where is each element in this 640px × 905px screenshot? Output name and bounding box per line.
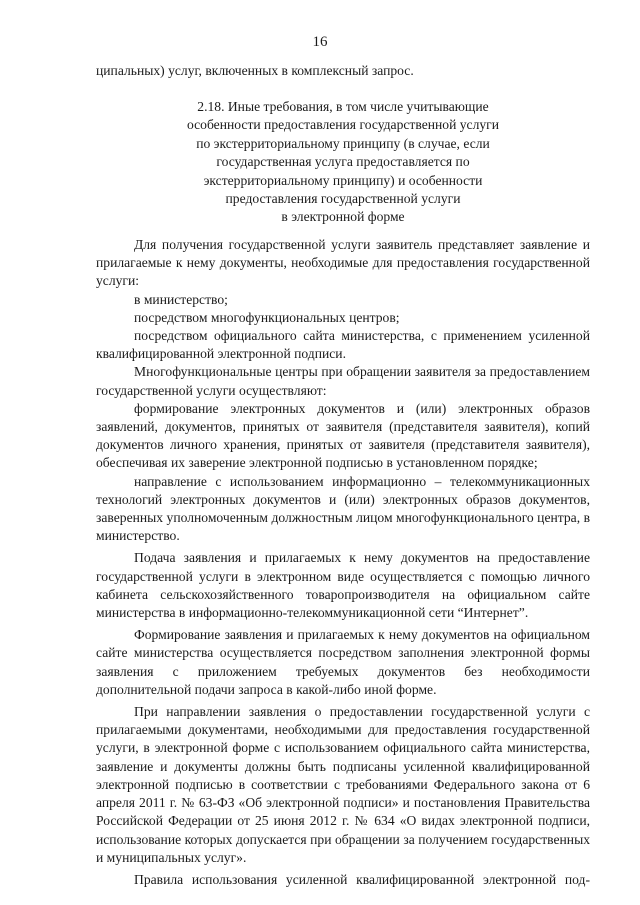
heading-line: по экстерриториальному принципу (в случае, если	[196, 135, 490, 151]
heading-line: 2.18. Иные требования, в том числе учитывающие	[197, 99, 489, 114]
paragraph-signature-requirements: При направлении заявления о предоставлении государственной услуги с прилагаемыми документами, необходимыми для предоставления государственной услуги, в электронной форме с использованием официального сайта министерства, заявление и документы должны быть подписаны усиленной квалифицированной электронной подписью в соответствии с требованиями Федерального закона от 6 апреля 2011 г. № 63-ФЗ «Об электронной подписи» и постановления Правительства Российской Федерации от 25 июня 2012 г. № 634 «О видах электронной подписи, использование которых допускается при обращении за получением государственных и муниципальных услуг».	[96, 704, 590, 865]
heading-line: предоставления государственной услуги	[225, 191, 461, 207]
list-item-official-site: посредством официального сайта министерства, с применением усиленной квалифицированной электронной подписи.	[96, 328, 590, 362]
paragraph-signature-rules: Правила использования усиленной квалифицированной электронной под-	[134, 871, 590, 887]
body-text	[96, 236, 590, 889]
carry-over-line: ципальных) услуг, включенных в комплексный запрос.	[96, 63, 414, 78]
list-item-sending-documents: направление с использованием информационно – телекоммуникационных технологий электронных документов и (или) электронных образов документов, заверенных уполномоченным должностным лицом многофункционального центра, в министерство.	[96, 473, 590, 544]
heading-line: экстерриториальному принципу) и особенности	[203, 172, 483, 188]
heading-line: особенности предоставления государственной услуги	[186, 117, 500, 133]
heading-line: государственная услуга предоставляется по	[216, 154, 470, 170]
paragraph-form-filling: Формирование заявления и прилагаемых к нему документов на официальном сайте министерства осуществляется посредством заполнения электронной формы заявления с приложением требуемых документов без необходимости дополнительной подачи запроса в какой-либо иной форме.	[96, 627, 590, 697]
section-heading	[96, 98, 590, 227]
paragraph-submission-ways: Для получения государственной услуги заявитель представляет заявление и прилагаемые к нему документы, необходимые для предоставления государственной услуги:	[96, 237, 590, 289]
paragraph-mfc-duties: Многофункциональные центры при обращении заявителя за предоставлением государственной услуги осуществляют:	[96, 364, 590, 398]
paragraph-electronic-submission: Подача заявления и прилагаемых к нему документов на предоставление государственной услуги в электронном виде осуществляется с помощью личного кабинета сельскохозяйственного товаропроизводителя на официальном сайте министерства в информационно-телекоммуникационной сети “Интернет”.	[96, 550, 590, 621]
page-number: 16	[312, 34, 328, 50]
heading-line: в электронной форме	[281, 209, 405, 225]
list-item-mfc: посредством многофункциональных центров;	[134, 309, 400, 325]
list-item-ministry: в министерство;	[134, 291, 228, 307]
list-item-forming-documents: формирование электронных документов и (или) электронных образов заявлений, документов, принятых от заявителя (представителя заявителя), копий документов личного хранения, принятых от заявителя (представителя заявителя), обеспечивая их заверение электронной подписью в установленном порядке;	[96, 400, 590, 471]
